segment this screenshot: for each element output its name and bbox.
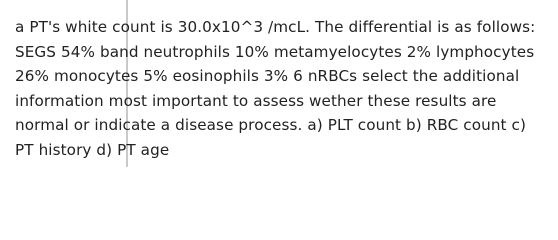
question-text: a PT's white count is 30.0x10^3 /mcL. The differential is as follows: SEGS 54% band neutrophils 10% metamyelocytes 2% lymphocytes 26% monocytes 5% eosinophils 3% 6 nRBCs select the additional information most important to assess wether these results are normal or indicate a disease process. a) PLT count b) RBC count c) PT history d) PT age xyxy=(15,18,536,159)
